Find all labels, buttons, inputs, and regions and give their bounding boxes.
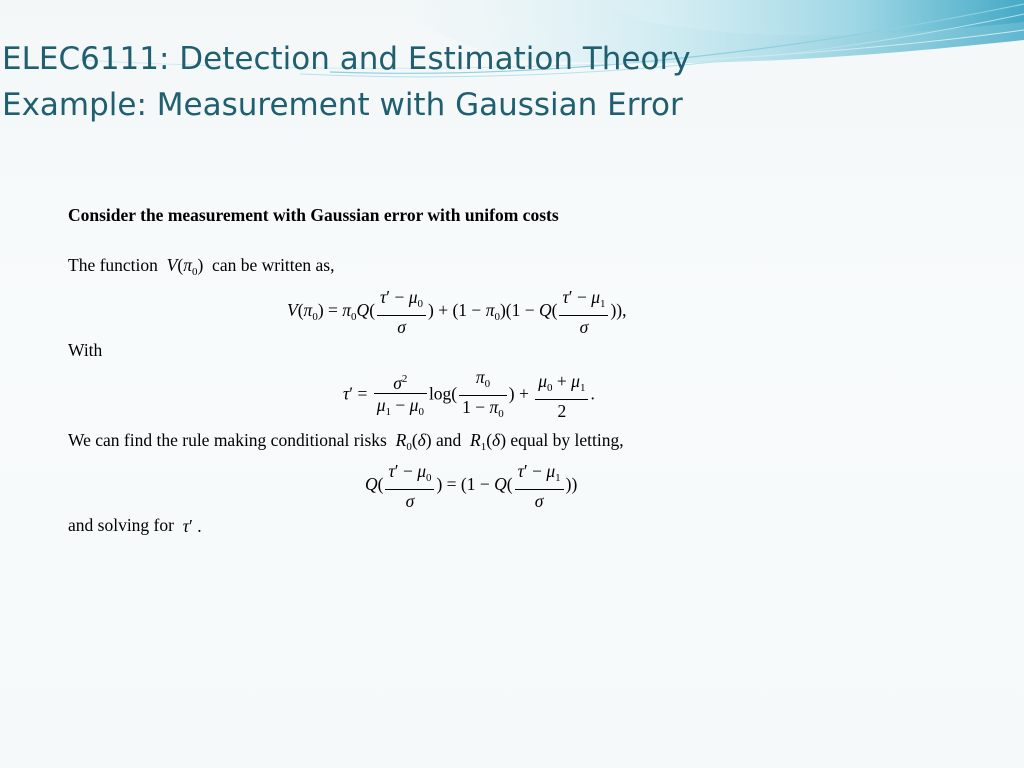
risk-r1-symbol: $R_1(\delta)$ xyxy=(470,430,511,454)
with-label: With xyxy=(68,340,103,360)
function-intro xyxy=(68,255,335,278)
rule-text-and: and xyxy=(435,430,462,450)
rule-text-post: equal by letting, xyxy=(510,430,624,450)
equation-v-pi0: $V(\pi_0) = \pi_0Q$( $\frac{\tau' - \mu_0}{\sigma}$ ) + $(1 - \pi_0)(1 - Q$( $\frac{\tau' - \mu_1}{\sigma}$ )), xyxy=(287,287,627,337)
function-intro-pre: The function xyxy=(68,255,158,275)
slide-title xyxy=(2,36,691,128)
rule-text xyxy=(68,430,624,453)
solving-text-label: and solving for xyxy=(68,515,174,535)
content-heading: Consider the measurement with Gaussian error with unifom costs xyxy=(68,205,559,225)
equation-equal-risks: Q( $\frac{\tau' - \mu_0}{\sigma}$ ) = (1 − Q( $\frac{\tau' - \mu_1}{\sigma}$ )) xyxy=(365,461,578,511)
equation-tau-prime: τ′ = $\frac{\sigma^2}{\mu_1 - \mu_0}$ log( $\frac{\pi_0}{1 - \pi_0}$ ) + $\frac{\mu_0 + \mu_1}{2}$ . xyxy=(343,367,595,421)
solving-text xyxy=(68,515,202,537)
title-line-2: Example: Measurement with Gaussian Error xyxy=(2,87,683,123)
risk-r0-symbol: $R_0(\delta)$ xyxy=(395,430,436,454)
function-intro-post: can be written as, xyxy=(212,255,335,275)
rule-text-pre: We can find the rule making conditional risks xyxy=(68,430,387,450)
function-symbol: $V(\pi_0)$ xyxy=(166,255,208,279)
title-line-1: ELEC6111: Detection and Estimation Theory xyxy=(2,41,691,77)
tau-prime-symbol: τ′ . xyxy=(182,516,202,537)
